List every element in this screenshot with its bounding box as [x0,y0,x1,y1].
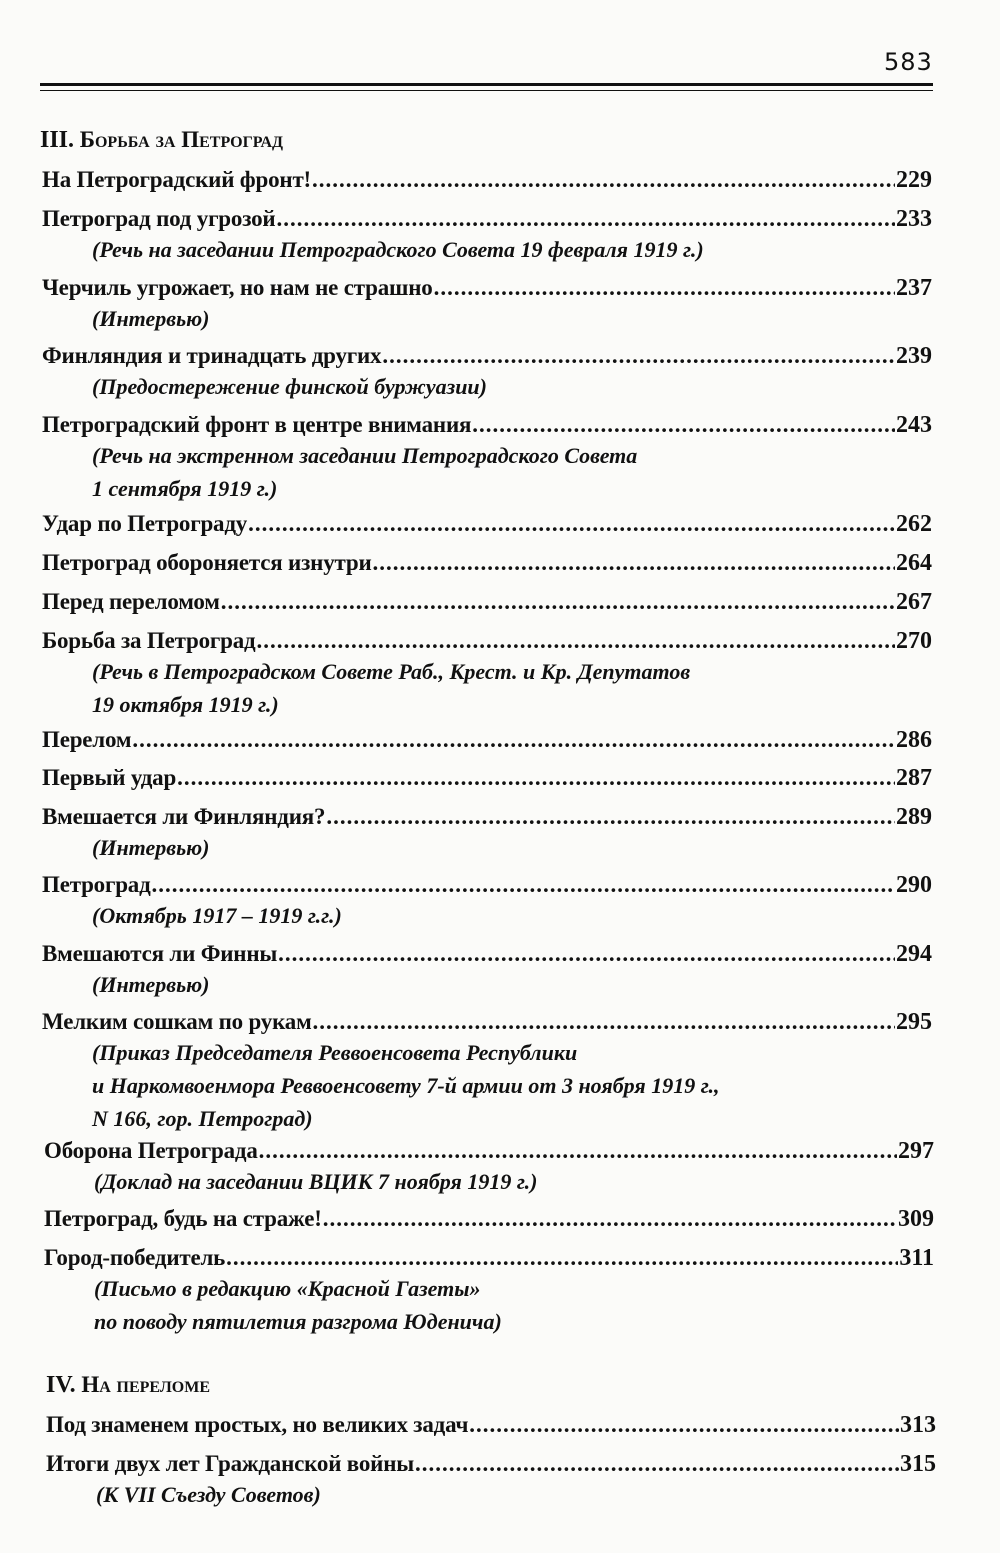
toc-entry[interactable] [42,1008,932,1135]
page-ref: 233 [896,206,932,232]
toc-entry[interactable] [42,510,932,538]
toc-entry[interactable] [42,940,932,1001]
dot-leader [259,1137,897,1165]
entry-title: Первый удар [42,765,177,790]
entry-title: Черчиль угрожает, но нам не страшно [42,275,433,300]
page-ref: 286 [896,727,932,753]
dot-leader [177,764,895,792]
entry-subtitle: (Предостережение финской буржуазии) [92,374,487,399]
toc-entry[interactable] [44,1205,934,1233]
dot-leader [276,205,895,233]
page-ref: 297 [898,1138,934,1164]
page-ref: 315 [900,1451,936,1477]
entry-subtitle: 19 октября 1919 г.) [92,692,279,717]
entry-subtitle: (Речь на заседании Петроградского Совета 19 февраля 1919 г.) [92,237,704,262]
dot-leader [434,274,895,302]
page-ref: 243 [896,412,932,438]
section-name: Борьба за Петроград [79,127,284,152]
entry-subtitle: (Интервью) [92,306,210,331]
entry-title: Мелким сошкам по рукам [42,1009,312,1034]
entry-title: Вмешаются ли Финны [42,941,278,966]
entry-subtitle: (Доклад на заседании ВЦИК 7 ноября 1919 г.) [94,1169,538,1194]
entry-title: Петроград [42,872,151,897]
toc-entry[interactable] [42,549,932,577]
dot-leader [326,803,895,831]
page-ref: 313 [900,1412,936,1438]
entry-title: Борьба за Петроград [42,628,256,653]
toc-entry[interactable] [42,274,932,335]
entry-subtitle: (Письмо в редакцию «Красной Газеты» [94,1276,481,1301]
entry-subtitle: (Интервью) [92,835,210,860]
section-title [40,127,283,154]
page-ref: 309 [898,1206,934,1232]
header-rule-thin [40,90,933,91]
dot-leader [221,588,895,616]
toc-entry[interactable] [42,726,932,754]
page-ref: 287 [896,765,932,791]
page-ref: 262 [896,511,932,537]
toc-entry[interactable] [42,627,932,721]
toc-entry[interactable] [42,764,932,792]
section-number: III. [40,127,75,153]
entry-subtitle: (Октябрь 1917 – 1919 г.г.) [92,903,342,928]
page-ref: 270 [896,628,932,654]
entry-subtitle: (Речь в Петроградском Совете Раб., Крест. и Кр. Депутатов [92,659,691,684]
page-ref: 267 [896,589,932,615]
dot-leader [382,342,895,370]
dot-leader [415,1450,899,1478]
entry-title: Петроград под угрозой [42,206,276,231]
toc-entry[interactable] [42,588,932,616]
toc-entry[interactable] [44,1137,934,1198]
toc-entry[interactable] [42,871,932,932]
dot-leader [226,1244,898,1272]
entry-title: Под знаменем простых, но великих задач [46,1412,469,1437]
dot-leader [256,627,895,655]
page-ref: 264 [896,550,932,576]
toc-entry[interactable] [42,803,932,864]
page-ref: 295 [896,1009,932,1035]
page-ref: 237 [896,275,932,301]
dot-leader [472,411,895,439]
entry-title: Перелом [42,727,132,752]
entry-subtitle: (Интервью) [92,972,210,997]
entry-title: Перед переломом [42,589,220,614]
section-number: IV. [46,1372,76,1398]
toc-entry[interactable] [44,1244,934,1338]
toc-entry[interactable] [42,205,932,266]
entry-title: Петроградский фронт в центре внимания [42,412,472,437]
dot-leader [132,726,895,754]
entry-title: Оборона Петрограда [44,1138,258,1163]
entry-title: На Петроградский фронт! [42,167,312,192]
toc-entry[interactable] [46,1450,936,1511]
entry-title: Петроград, будь на страже! [44,1206,322,1231]
page-ref: 290 [896,872,932,898]
entry-title: Итоги двух лет Гражданской войны [46,1451,415,1476]
entry-subtitle: по поводу пятилетия разгрома Юденича) [94,1309,502,1334]
entry-title: Удар по Петрограду [42,511,248,536]
toc-entry[interactable] [42,411,932,505]
dot-leader [313,1008,895,1036]
entry-subtitle: N 166, гор. Петроград) [92,1106,313,1131]
entry-title: Петроград обороняется изнутри [42,550,372,575]
page-ref: 289 [896,804,932,830]
entry-subtitle: 1 сентября 1919 г.) [92,476,278,501]
dot-leader [152,871,895,899]
header-rule [40,83,933,86]
entry-subtitle: (К VII Съезду Советов) [96,1482,321,1507]
toc-entry[interactable] [42,166,932,194]
entry-subtitle: (Речь на экстренном заседании Петроградского Совета [92,443,638,468]
page-ref: 229 [896,167,932,193]
page-number: 583 [884,48,933,76]
dot-leader [248,510,895,538]
dot-leader [373,549,895,577]
dot-leader [323,1205,897,1233]
entry-title: Город-победитель [44,1245,226,1270]
page-ref: 239 [896,343,932,369]
page-ref: 311 [899,1245,934,1271]
dot-leader [469,1411,899,1439]
page-ref: 294 [896,941,932,967]
dot-leader [312,166,895,194]
entry-title: Финляндия и тринадцать других [42,343,382,368]
entry-title: Вмешается ли Финляндия? [42,804,326,829]
entry-subtitle: (Приказ Председателя Реввоенсовета Республики [92,1040,578,1065]
entry-subtitle: и Наркомвоенмора Реввоенсовету 7-й армии от 3 ноября 1919 г., [92,1073,720,1098]
dot-leader [278,940,895,968]
toc-entry[interactable] [42,342,932,403]
toc-entry[interactable] [46,1411,936,1439]
section-name: На переломе [81,1372,211,1397]
section-title [46,1372,210,1399]
